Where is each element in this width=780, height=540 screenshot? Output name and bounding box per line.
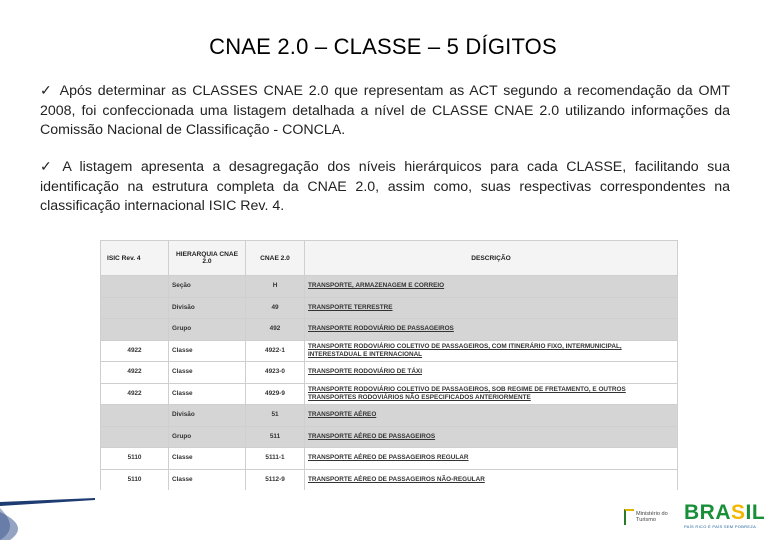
cell-descricao bbox=[305, 319, 678, 341]
header-cnae: CNAE 2.0 bbox=[246, 241, 305, 276]
table-row bbox=[101, 469, 678, 490]
table-row bbox=[101, 297, 678, 319]
cell-codigo: 4923-0 bbox=[246, 362, 305, 384]
cell-nivel: Classe bbox=[169, 340, 246, 362]
header-isic: ISIC Rev. 4 bbox=[101, 241, 169, 276]
cell-codigo: 4929-9 bbox=[246, 383, 305, 405]
cell-isic bbox=[101, 297, 169, 319]
table-row bbox=[101, 383, 678, 405]
brasil-word-b: S bbox=[731, 501, 746, 524]
cell-descricao bbox=[305, 297, 678, 319]
cell-descricao-text: TRANSPORTE AÉREO DE PASSAGEIROS REGULAR bbox=[308, 454, 469, 462]
table-header-row bbox=[101, 241, 678, 276]
cell-descricao-text: TRANSPORTE RODOVIÁRIO DE TÁXI bbox=[308, 368, 422, 376]
cell-isic bbox=[101, 405, 169, 427]
cell-descricao bbox=[305, 383, 678, 405]
cell-codigo: 5111-1 bbox=[246, 448, 305, 470]
cell-codigo: 4922-1 bbox=[246, 340, 305, 362]
cell-codigo: 511 bbox=[246, 426, 305, 448]
cell-isic: 4922 bbox=[101, 340, 169, 362]
cell-nivel: Grupo bbox=[169, 319, 246, 341]
table-row bbox=[101, 405, 678, 427]
checkmark-icon: ✓ bbox=[40, 82, 54, 98]
cell-codigo: H bbox=[246, 276, 305, 298]
table-row bbox=[101, 276, 678, 298]
cell-isic: 4922 bbox=[101, 362, 169, 384]
corner-decoration bbox=[0, 498, 95, 540]
brasil-word-a: BRA bbox=[684, 501, 731, 524]
brasil-logo bbox=[684, 502, 774, 534]
cell-nivel: Grupo bbox=[169, 426, 246, 448]
cell-isic bbox=[101, 319, 169, 341]
cell-descricao-text: TRANSPORTE RODOVIÁRIO COLETIVO DE PASSAGEIROS, SOB REGIME DE FRETAMENTO, E OUTROS TRANSPORTES RODOVIÁRIOS NÃO ESPECIFICADOS ANTERIORMENTE bbox=[308, 385, 626, 401]
cell-codigo: 492 bbox=[246, 319, 305, 341]
cnae-table bbox=[100, 240, 678, 490]
cell-descricao bbox=[305, 469, 678, 490]
cell-descricao bbox=[305, 276, 678, 298]
paragraph-2 bbox=[40, 157, 730, 217]
table-row bbox=[101, 319, 678, 341]
brasil-word-c: IL bbox=[745, 501, 766, 524]
cell-codigo: 51 bbox=[246, 405, 305, 427]
cell-isic: 4922 bbox=[101, 383, 169, 405]
cell-isic: 5110 bbox=[101, 469, 169, 490]
table-row bbox=[101, 340, 678, 362]
cell-descricao bbox=[305, 448, 678, 470]
paragraph-1-text: Após determinar as CLASSES CNAE 2.0 que representam as ACT segundo a recomendação da OMT 2008, foi confeccionada uma listagem detalhada a nível de CLASSE CNAE 2.0 utilizando informações da Comissão Nacional de Classificação - CONCLA. bbox=[40, 83, 731, 138]
cell-isic bbox=[101, 426, 169, 448]
cell-nivel: Classe bbox=[169, 469, 246, 490]
table-row bbox=[101, 448, 678, 470]
cell-nivel: Seção bbox=[169, 276, 246, 298]
cell-codigo: 5112-9 bbox=[246, 469, 305, 490]
cell-descricao bbox=[305, 340, 678, 362]
paragraph-1 bbox=[40, 81, 730, 141]
cell-isic bbox=[101, 276, 169, 298]
cell-descricao-text: TRANSPORTE TERRESTRE bbox=[308, 303, 393, 311]
cell-descricao bbox=[305, 426, 678, 448]
cell-nivel: Divisão bbox=[169, 297, 246, 319]
ministerio-line2: Turismo bbox=[636, 517, 656, 523]
cell-nivel: Divisão bbox=[169, 405, 246, 427]
table-row bbox=[101, 426, 678, 448]
cell-descricao-text: TRANSPORTE RODOVIÁRIO DE PASSAGEIROS bbox=[308, 325, 454, 333]
ministerio-mark-icon bbox=[624, 509, 634, 525]
cell-descricao-text: TRANSPORTE AÉREO DE PASSAGEIROS NÃO-REGULAR bbox=[308, 475, 485, 483]
cell-nivel: Classe bbox=[169, 383, 246, 405]
slide-title: CNAE 2.0 – CLASSE – 5 DÍGITOS bbox=[209, 34, 557, 59]
cell-descricao bbox=[305, 362, 678, 384]
cell-isic: 5110 bbox=[101, 448, 169, 470]
cnae-table-image bbox=[100, 240, 678, 490]
cell-nivel: Classe bbox=[169, 362, 246, 384]
cell-descricao bbox=[305, 405, 678, 427]
cell-nivel: Classe bbox=[169, 448, 246, 470]
paragraph-2-text: A listagem apresenta a desagregação dos níveis hierárquicos para cada CLASSE, facilitando sua identificação na estrutura completa da CNAE 2.0, assim como, suas respectivas correspondentes na classificação internacional ISIC Rev. 4. bbox=[40, 159, 730, 214]
cell-descricao-text: TRANSPORTE RODOVIÁRIO COLETIVO DE PASSAGEIROS, COM ITINERÁRIO FIXO, INTERMUNICIPAL, INTERESTADUAL E INTERNACIONAL bbox=[308, 342, 622, 358]
header-descricao: DESCRIÇÃO bbox=[305, 241, 678, 276]
cell-descricao-text: TRANSPORTE, ARMAZENAGEM E CORREIO bbox=[308, 282, 445, 290]
brasil-tagline: PAÍS RICO É PAÍS SEM POBREZA bbox=[684, 524, 757, 529]
cell-codigo: 49 bbox=[246, 297, 305, 319]
ministerio-line1: Ministério do bbox=[636, 510, 668, 517]
header-hierarquia: HIERARQUIA CNAE 2.0 bbox=[169, 241, 246, 276]
table-row bbox=[101, 362, 678, 384]
checkmark-icon: ✓ bbox=[40, 158, 57, 174]
cell-descricao-text: TRANSPORTE AÉREO DE PASSAGEIROS bbox=[308, 432, 436, 440]
ministerio-turismo-logo bbox=[624, 504, 678, 530]
cell-descricao-text: TRANSPORTE AÉREO bbox=[308, 411, 377, 419]
